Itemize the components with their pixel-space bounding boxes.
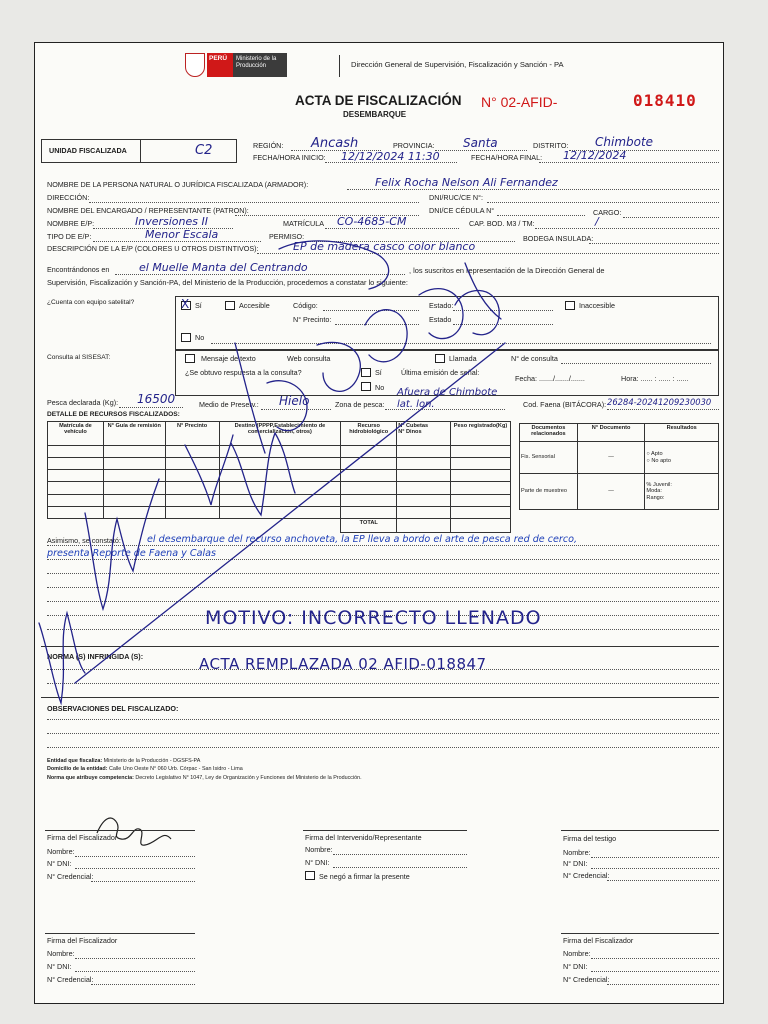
cap-bod-value: / [595,215,599,228]
credencial-label-5: N° Credencial: [563,975,610,984]
descripcion-line [257,253,719,254]
col-peso: Peso registrado(Kg) [451,422,511,446]
table-cell [103,494,165,506]
table-cell [397,494,451,506]
table-cell [48,506,104,518]
table-cell [219,482,341,494]
dni-ruc-line [487,202,719,203]
firma-testigo-label: Firma del testigo [563,834,617,843]
asimismo-line-1 [47,545,719,546]
nombre-armador-value: Felix Rocha Nelson Ali Fernandez [375,176,558,189]
form-title: ACTA DE FISCALIZACIÓN [295,93,462,108]
observaciones-separator [41,697,719,698]
permiso-label: PERMISO: [269,232,305,241]
table-cell [103,482,165,494]
fecha-inicio-label: FECHA/HORA INICIO: [253,153,326,162]
encontrandonos-label: Encontrándonos en [47,265,110,274]
logo-red-block [207,53,233,77]
nombre-line-2 [333,854,467,855]
dni-label-5: N° DNI: [563,962,588,971]
cubetas-label: N° Cubetas [398,423,429,429]
entidad-value: Ministerio de la Producción - DGSFS-PA [103,758,201,764]
empty-cell [165,518,219,532]
norma-competencia-row [47,774,362,782]
moda-label: Moda: [646,488,662,495]
table-cell [397,458,451,470]
table-cell [397,470,451,482]
direccion-label: DIRECCIÓN: [47,193,90,202]
motivo-text: MOTIVO: INCORRECTO LLENADO [205,607,542,629]
codigo-line [323,310,419,311]
table-cell [165,458,219,470]
peru-logo [185,51,327,81]
satellite-no-label: No [195,333,205,342]
header-divider [339,55,340,77]
norma-competencia-label: Norma que atribuye competencia: [47,774,134,781]
unidad-divider [140,140,141,162]
encontrandonos-text1: , los suscritos en representación de la Dirección General de [409,266,605,275]
resources-title: DETALLE DE RECURSOS FISCALIZADOS: [47,411,180,418]
empty-cell [48,518,104,532]
fecha-final-value: 12/12/2024 [563,149,627,162]
table-cell [397,482,451,494]
total-cell [397,518,451,532]
table-cell [341,494,397,506]
dni-line-5 [591,971,719,972]
region-label: REGIÓN: [253,141,284,150]
bodega-label: BODEGA INSULADA: [523,234,594,243]
table-cell [103,446,165,458]
observaciones-line-1 [47,719,719,720]
table-cell [219,470,341,482]
encontrandonos-value: el Muelle Manta del Centrando [139,261,308,274]
satellite-no-checkbox[interactable] [181,333,191,342]
obtuvo-si-checkbox[interactable] [361,368,371,377]
encontrandonos-text2: Supervisión, Fiscalización y Sanción-PA, del Ministerio de la Producción, procedemos a constatar lo siguiente: [47,278,408,287]
logo-dark-block [233,53,287,77]
credencial-label-1: N° Credencial: [47,872,94,881]
table-cell [451,446,511,458]
faena-value: 26284-20241209230030 [607,397,712,407]
firma-fiscalizador-label-3: Firma del Fiscalizador [563,936,634,945]
fecha-inicio-value: 12/12/2024 11:30 [341,150,440,163]
hora-label: Hora: ...... : ...... : ...... [621,374,689,383]
asimismo-label: Asimismo, se constató: [47,536,121,545]
se-nego-checkbox[interactable] [305,871,315,880]
nombre-label-2: Nombre: [305,845,333,854]
n-consulta-label: N° de consulta [511,354,558,363]
obtuvo-si-label: Sí [375,368,382,377]
table-cell [48,494,104,506]
table-cell [451,506,511,518]
norma-competencia-value: Decreto Legislativo N° 1047, Ley de Organización y Funciones del Ministerio de la Producción. [135,774,362,781]
precinto-line [335,324,419,325]
descripcion-value: EP de madera casco color blanco [293,240,476,253]
se-nego-label: Se negó a firmar la presente [319,872,410,881]
col-resultados: Resultados [645,424,719,442]
mensaje-label: Mensaje de texto [201,354,256,363]
asimismo-line-4 [47,587,719,588]
table-cell [341,506,397,518]
total-cell [451,518,511,532]
entidad-row [47,757,362,765]
cap-bod-line [535,228,719,229]
nombre-label-3: Nombre: [563,848,591,857]
bodega-line [589,243,719,244]
pesca-label: Pesca declarada (Kg): [47,398,119,407]
parte-results [645,474,719,510]
col-documentos: Documentos relacionados [520,424,578,442]
provincia-value: Santa [463,136,498,150]
table-cell [103,506,165,518]
web-label: Web consulta [287,354,331,363]
matricula-line [325,228,459,229]
nombre-label-4: Nombre: [47,949,75,958]
firma-fiscalizador-label-2: Firma del Fiscalizador [47,936,118,945]
table-cell [341,470,397,482]
norma-line-2 [47,683,719,684]
norma-value: ACTA REMPLAZADA 02 AFID-018847 [199,655,487,673]
encargado-label: NOMBRE DEL ENCARGADO / REPRESENTANTE (PATRON): [47,206,249,215]
asimismo-line-3 [47,573,719,574]
nombre-armador-line [347,189,719,190]
obtuvo-label: ¿Se obtuvo respuesta a la consulta? [185,368,302,377]
fecha-label: Fecha: ......./......./....... [515,374,585,383]
satellite-question: ¿Cuenta con equipo satelital? [47,299,135,306]
rango-label: Rango: [646,494,665,501]
nombre-ep-label: NOMBRE E/P: [47,219,95,228]
provincia-line [435,150,527,151]
juvenil-label: % Juvenil: [646,481,672,488]
table-cell [165,446,219,458]
coat-of-arms-icon [185,53,205,77]
table-cell [451,482,511,494]
table-cell [451,470,511,482]
footer-entity [47,757,362,782]
table-cell [397,506,451,518]
table-cell [48,458,104,470]
unidad-label: UNIDAD FISCALIZADA [49,146,127,155]
dinos-label: N° Dinos [398,429,422,436]
region-value: Ancash [311,136,359,151]
tipo-ep-label: TIPO DE E/P: [47,232,92,241]
logo-ministry: Ministerio de la Producción [236,56,277,69]
zona-label: Zona de pesca: [335,400,385,409]
credencial-line-3 [607,880,719,881]
signature-line-fiscalizador-2 [45,933,195,934]
dni-label-2: N° DNI: [305,858,330,867]
faena-label: Cod. Faena (BITÁCORA): [523,400,607,409]
firma-intervenido-label: Firma del Intervenido/Representante [305,833,422,842]
table-cell [165,470,219,482]
dni-label-4: N° DNI: [47,962,72,971]
credencial-label-3: N° Credencial: [563,871,610,880]
dni-line-1 [75,868,195,869]
table-cell [165,494,219,506]
sisesat-label: Consulta al SISESAT: [47,354,111,361]
dni-line-4 [75,971,195,972]
inaccesible-label: Inaccesible [579,301,615,310]
satellite-no-line [211,343,711,344]
table-cell [103,458,165,470]
matricula-label: MATRÍCULA [283,219,324,228]
estado2-label: Estado [429,315,452,324]
form-series: N° 02-AFID- [481,94,558,110]
parte-number: — [577,474,645,510]
table-cell [48,482,104,494]
dni-ce-label: DNI/CE CÉDULA N° [429,206,495,215]
nombre-label-5: Nombre: [563,949,591,958]
zona-value: Afuera de Chimbote lat. lon. [397,387,498,410]
descripcion-label: DESCRIPCIÓN DE LA E/P (COLORES U OTROS DISTINTIVOS): [47,244,259,253]
accesible-label: Accesible [239,301,270,310]
documents-table [519,423,719,510]
fis-sensorial-label: Fis. Sensorial [520,442,578,474]
inaccesible-checkbox[interactable] [565,301,575,310]
table-cell [451,494,511,506]
observaciones-line-3 [47,747,719,748]
asimismo-line-7 [47,629,719,630]
fis-sensorial-results: ○ Apto ○ No apto [645,442,719,474]
tipo-ep-value: Menor Escala [145,228,219,241]
estado-line [453,310,553,311]
dni-label-3: N° DNI: [563,859,588,868]
domicilio-value: Calle Uno Oeste N° 060 Urb. Córpac - San Isidro - Lima [109,766,243,773]
tipo-ep-line [93,241,261,242]
signature-line-fiscalizador-1 [45,830,195,831]
medio-line [261,409,331,410]
col-cubetas [397,422,451,446]
provincia-label: PROVINCIA: [393,141,435,150]
nombre-label-1: Nombre: [47,847,75,856]
table-cell [219,506,341,518]
table-cell [341,446,397,458]
direction-name: Dirección General de Supervisión, Fiscalización y Sanción - PA [351,60,564,69]
logo-country: PERÚ [209,55,228,62]
credencial-line-5 [607,984,719,985]
medio-label: Medio de Preserv.: [199,400,259,409]
nombre-line-1 [75,856,195,857]
table-cell [165,482,219,494]
asimismo-text-2: presenta Reporte de Faena y Calas [47,548,216,559]
pesca-line [119,407,183,408]
dni-line-2 [333,867,467,868]
cap-bod-label: CAP. BOD. M3 / TM: [469,219,535,228]
estado2-line [453,324,553,325]
signature-line-testigo [561,830,719,831]
domicilio-label: Domicilio de la entidad: [47,766,108,773]
empty-cell [219,518,341,532]
table-cell [397,446,451,458]
observaciones-line-2 [47,733,719,734]
accesible-checkbox[interactable] [225,301,235,310]
table-cell [341,482,397,494]
satellite-si-checkmark: X [181,297,190,311]
asimismo-text-1: el desembarque del recurso anchoveta, la EP lleva a bordo el arte de pesca red de cerco, [147,534,578,545]
asimismo-line-5 [47,601,719,602]
dni-ruc-label: DNI/RUC/CE N°: [429,193,483,202]
norma-separator [41,646,719,647]
nombre-ep-value: Inversiones II [135,215,208,228]
inspection-form-sheet [34,42,724,1004]
nombre-line-4 [75,958,195,959]
estado-label: Estado: [429,301,454,310]
fis-sensorial-number: — [577,442,645,474]
pesca-value: 16500 [137,392,176,406]
form-number: 018410 [633,91,697,110]
entidad-label: Entidad que fiscaliza: [47,758,103,764]
signature-line-fiscalizador-3 [561,933,719,934]
col-guia: N° Guía de remisión [103,422,165,446]
distrito-label: DISTRITO: [533,141,569,150]
dni-line-3 [591,868,719,869]
nombre-line-3 [591,857,719,858]
precinto-label: N° Precinto: [293,315,332,324]
faena-line [607,409,719,410]
satellite-si-label: Sí [195,301,202,310]
ultima-label: Última emisión de señal: [401,368,480,377]
table-cell [219,458,341,470]
no-apto-label: No apto [651,457,671,464]
col-precinto: N° Precinto [165,422,219,446]
nombre-armador-label: NOMBRE DE LA PERSONA NATURAL O JURÍDICA FISCALIZADA (ARMADOR): [47,180,309,189]
mensaje-checkbox[interactable] [185,354,195,363]
codigo-label: Código: [293,301,318,310]
form-subtitle: DESEMBARQUE [343,110,407,119]
fecha-final-line [539,162,719,163]
cargo-label: CARGO: [593,208,622,217]
cargo-line [623,217,719,218]
medio-value: Hielo [279,394,310,408]
direccion-line [89,202,419,203]
obtuvo-no-checkbox[interactable] [361,382,371,391]
table-cell [219,494,341,506]
col-destino: Destino (PPPP,Establecimiento de comercialización, otros) [219,422,341,446]
table-cell [103,470,165,482]
unidad-value: C2 [195,143,213,158]
table-cell [165,506,219,518]
dni-label-1: N° DNI: [47,859,72,868]
table-cell [219,446,341,458]
table-cell [48,470,104,482]
col-recurso: Recurso hidrobiológico [341,422,397,446]
firma-fiscalizador-label-1: Firma del Fiscalizador [47,833,118,842]
fecha-final-label: FECHA/HORA FINAL: [471,153,543,162]
total-label: TOTAL [341,518,397,532]
table-cell [48,446,104,458]
signature-line-intervenido [303,830,467,831]
table-cell [451,458,511,470]
credencial-line-4 [91,984,195,985]
norma-label: NORMA (S) INFRINGIDA (S): [47,652,144,661]
credencial-label-4: N° Credencial: [47,975,94,984]
col-matricula: Matrícula de vehículo [48,422,104,446]
llamada-checkbox[interactable] [435,354,445,363]
parte-label: Parte de muestreo [520,474,578,510]
obtuvo-no-label: No [375,383,385,392]
apto-label: Apto [651,451,663,458]
credencial-line-1 [91,881,195,882]
empty-cell [103,518,165,532]
asimismo-line-2 [47,559,719,560]
resources-table [47,421,511,533]
col-n-documento: N° Documento [577,424,645,442]
nombre-line-5 [591,958,719,959]
domicilio-row [47,765,362,773]
llamada-label: Llamada [449,354,477,363]
observaciones-label: OBSERVACIONES DEL FISCALIZADO: [47,704,179,713]
table-cell [341,458,397,470]
n-consulta-line [561,363,711,364]
encontrandonos-line [115,274,405,275]
matricula-value: CO-4685-CM [337,215,407,228]
dni-ce-line [497,215,585,216]
distrito-value: Chimbote [595,135,654,149]
